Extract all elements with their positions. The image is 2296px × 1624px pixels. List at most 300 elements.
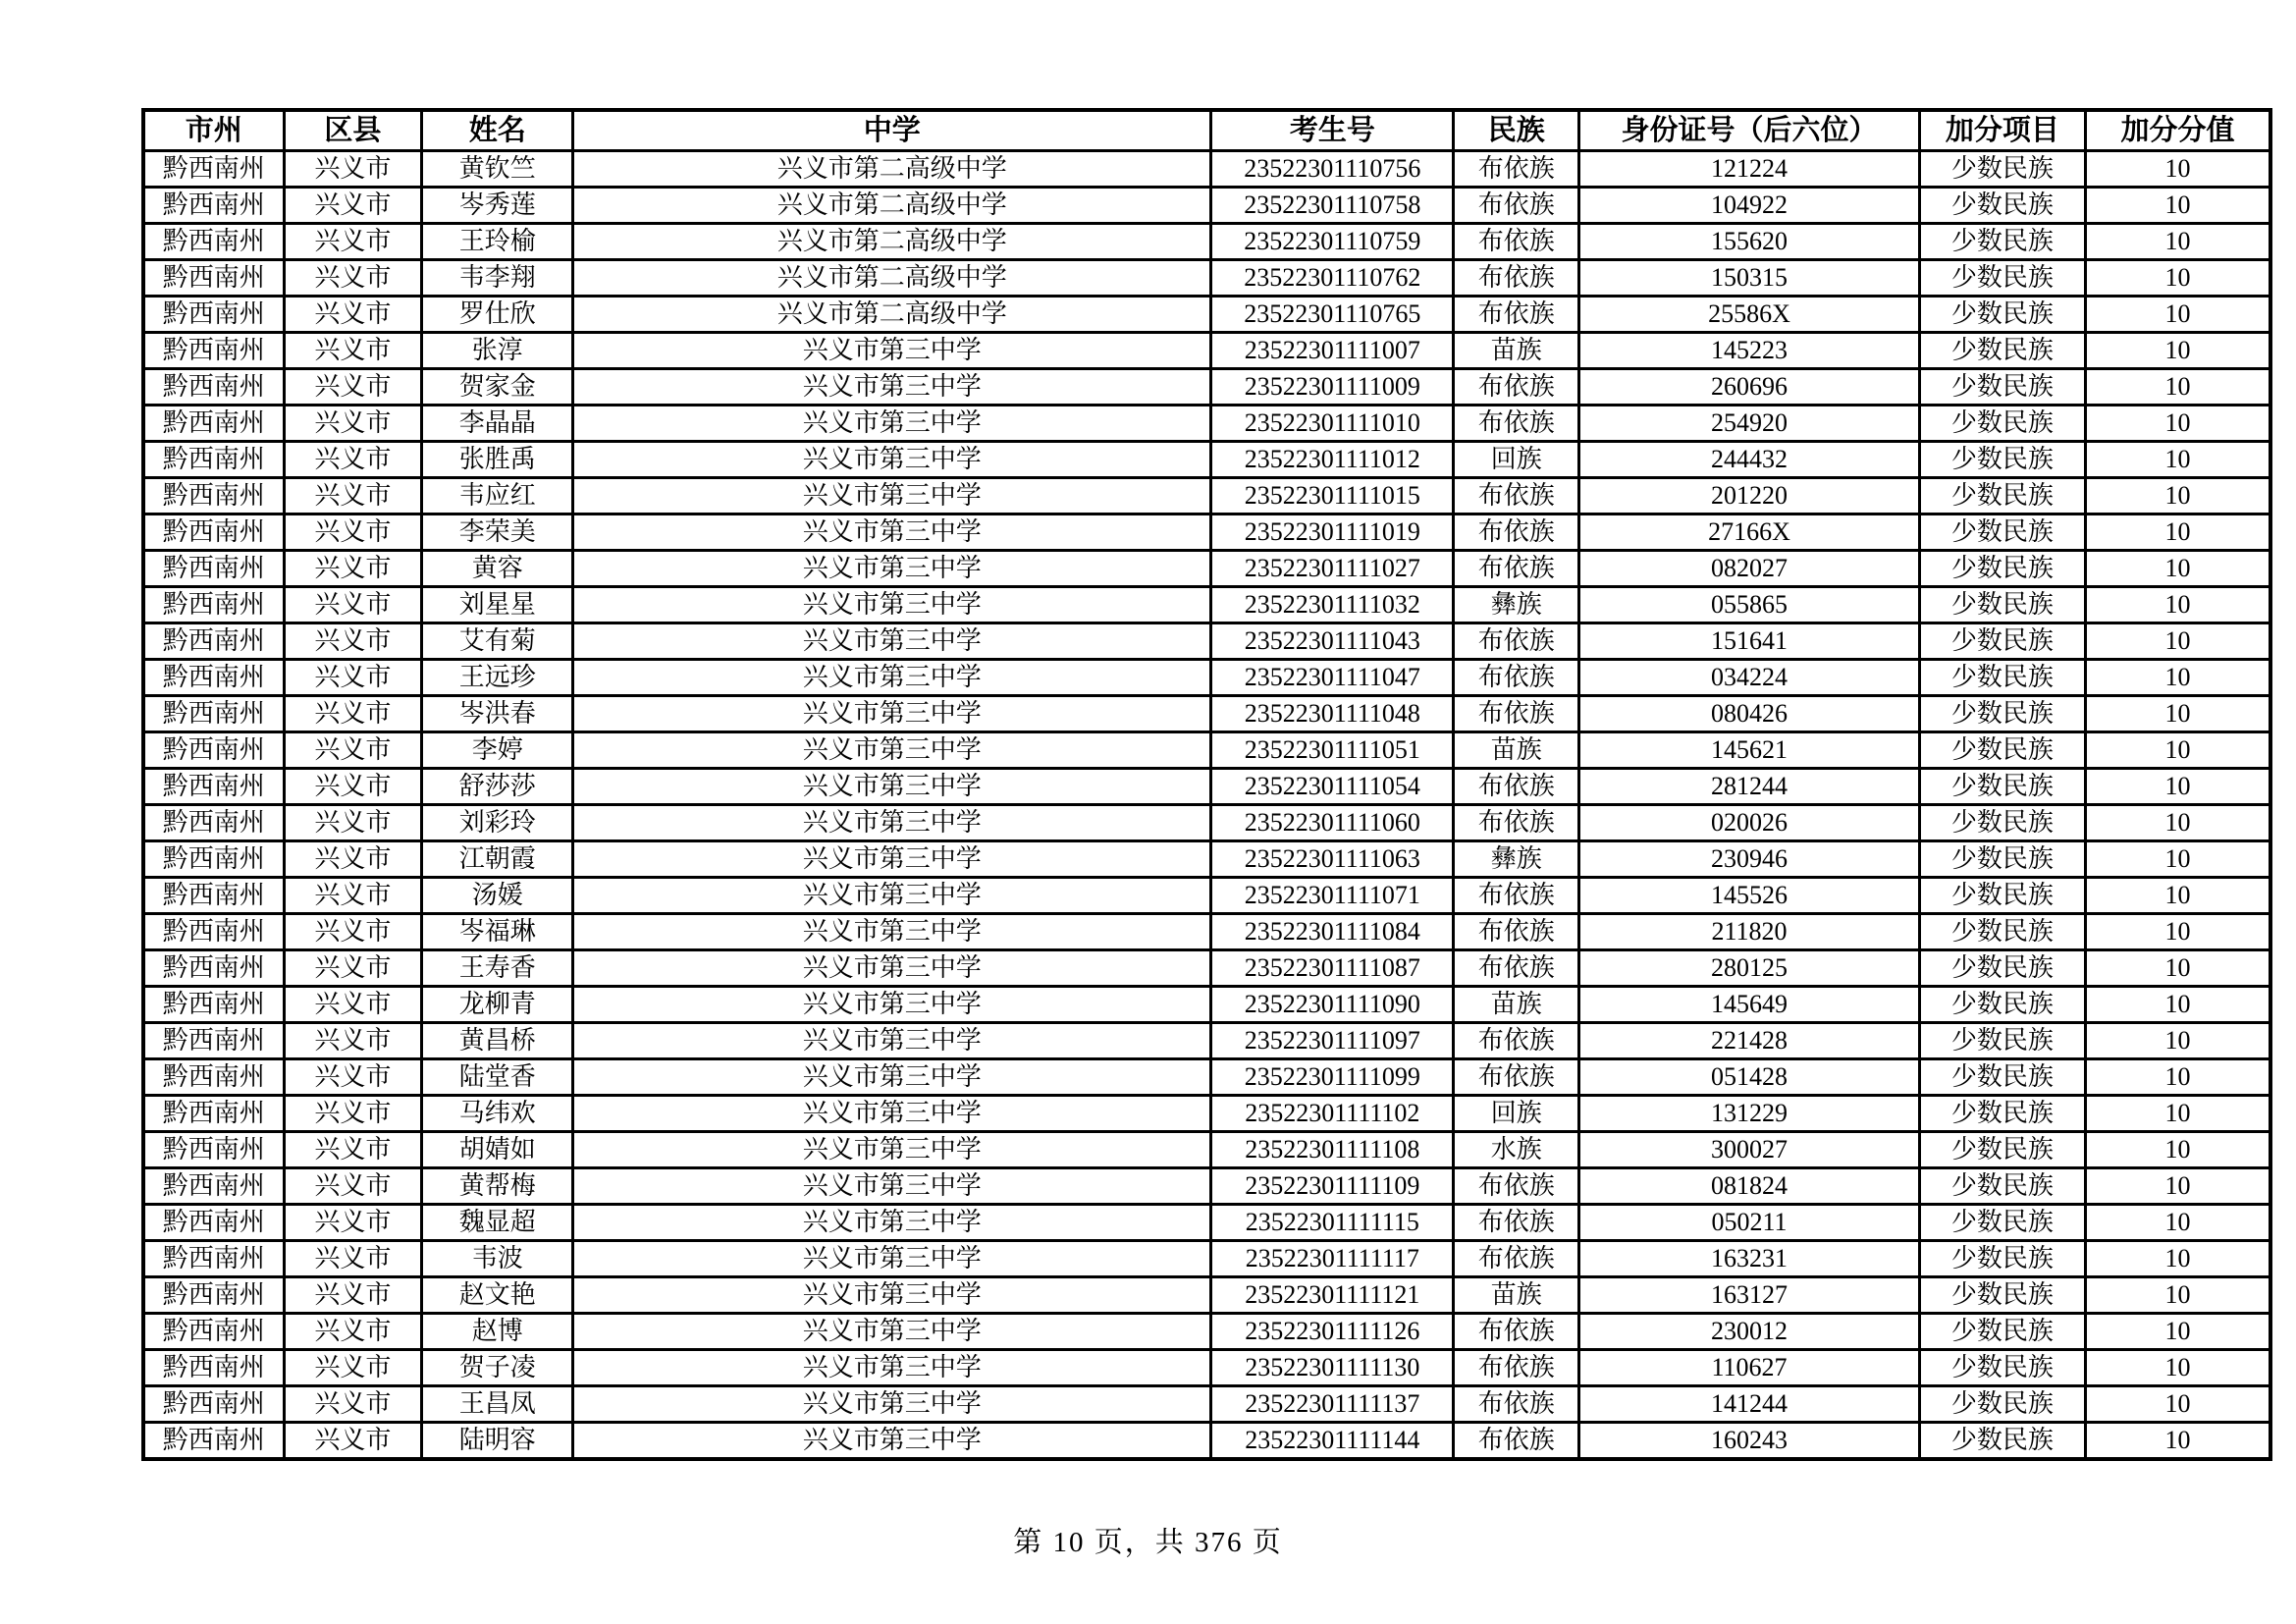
table-cell: 少数民族 <box>1919 514 2085 551</box>
table-cell: 少数民族 <box>1919 769 2085 805</box>
table-cell: 兴义市第三中学 <box>573 369 1211 406</box>
col-header-district: 区县 <box>284 110 422 151</box>
table-cell: 回族 <box>1454 442 1579 478</box>
table-cell: 兴义市第三中学 <box>573 478 1211 514</box>
table-cell: 兴义市第三中学 <box>573 623 1211 660</box>
table-cell: 兴义市第三中学 <box>573 696 1211 732</box>
table-cell: 兴义市第三中学 <box>573 732 1211 769</box>
table-cell: 10 <box>2085 914 2270 950</box>
table-cell: 张淳 <box>422 333 573 369</box>
table-cell: 少数民族 <box>1919 151 2085 188</box>
table-cell: 布依族 <box>1454 660 1579 696</box>
table-cell: 10 <box>2085 297 2270 333</box>
table-cell: 23522301111121 <box>1211 1277 1454 1314</box>
table-cell: 黄容 <box>422 551 573 587</box>
table-cell: 23522301111060 <box>1211 805 1454 841</box>
table-cell: 兴义市 <box>284 260 422 297</box>
table-cell: 马纬欢 <box>422 1096 573 1132</box>
table-row <box>143 1096 2270 1132</box>
table-cell: 10 <box>2085 188 2270 224</box>
table-cell: 贺子凌 <box>422 1350 573 1386</box>
table-cell: 少数民族 <box>1919 1386 2085 1423</box>
table-cell: 23522301110765 <box>1211 297 1454 333</box>
table-cell: 兴义市第二高级中学 <box>573 260 1211 297</box>
table-cell: 黔西南州 <box>143 1423 284 1460</box>
table-cell: 10 <box>2085 878 2270 914</box>
table-cell: 10 <box>2085 623 2270 660</box>
table-cell: 160243 <box>1579 1423 1920 1460</box>
table-cell: 江朝霞 <box>422 841 573 878</box>
table-cell: 布依族 <box>1454 914 1579 950</box>
table-cell: 10 <box>2085 551 2270 587</box>
table-row <box>143 406 2270 442</box>
table-cell: 苗族 <box>1454 333 1579 369</box>
table-cell: 王寿香 <box>422 950 573 987</box>
table-cell: 兴义市 <box>284 478 422 514</box>
table-cell: 黔西南州 <box>143 696 284 732</box>
table-cell: 贺家金 <box>422 369 573 406</box>
table-cell: 黔西南州 <box>143 1350 284 1386</box>
table-cell: 23522301111027 <box>1211 551 1454 587</box>
table-cell: 10 <box>2085 224 2270 260</box>
table-cell: 兴义市 <box>284 406 422 442</box>
table-row <box>143 1241 2270 1277</box>
table-cell: 兴义市 <box>284 696 422 732</box>
table-cell: 兴义市 <box>284 805 422 841</box>
table-row <box>143 1168 2270 1205</box>
table-cell: 少数民族 <box>1919 224 2085 260</box>
table-cell: 少数民族 <box>1919 1096 2085 1132</box>
table-cell: 少数民族 <box>1919 333 2085 369</box>
table-cell: 104922 <box>1579 188 1920 224</box>
table-cell: 兴义市 <box>284 1096 422 1132</box>
table-cell: 黔西南州 <box>143 914 284 950</box>
table-cell: 黔西南州 <box>143 1168 284 1205</box>
table-cell: 051428 <box>1579 1059 1920 1096</box>
table-cell: 兴义市第二高级中学 <box>573 188 1211 224</box>
table-cell: 少数民族 <box>1919 587 2085 623</box>
table-cell: 10 <box>2085 1386 2270 1423</box>
table-cell: 黔西南州 <box>143 623 284 660</box>
table-cell: 兴义市第三中学 <box>573 805 1211 841</box>
table-cell: 黔西南州 <box>143 297 284 333</box>
table-cell: 黔西南州 <box>143 1277 284 1314</box>
table-cell: 081824 <box>1579 1168 1920 1205</box>
table-cell: 兴义市第三中学 <box>573 333 1211 369</box>
table-body <box>143 151 2270 1460</box>
table-cell: 胡婧如 <box>422 1132 573 1168</box>
table-cell: 280125 <box>1579 950 1920 987</box>
table-cell: 陆堂香 <box>422 1059 573 1096</box>
table-cell: 23522301111099 <box>1211 1059 1454 1096</box>
table-cell: 兴义市第三中学 <box>573 587 1211 623</box>
table-cell: 055865 <box>1579 587 1920 623</box>
table-cell: 布依族 <box>1454 696 1579 732</box>
table-cell: 布依族 <box>1454 1314 1579 1350</box>
table-cell: 23522301111109 <box>1211 1168 1454 1205</box>
table-cell: 145649 <box>1579 987 1920 1023</box>
table-cell: 王昌凤 <box>422 1386 573 1423</box>
table-cell: 少数民族 <box>1919 551 2085 587</box>
table-cell: 兴义市 <box>284 333 422 369</box>
table-cell: 少数民族 <box>1919 1241 2085 1277</box>
table-cell: 23522301110756 <box>1211 151 1454 188</box>
table-cell: 兴义市 <box>284 587 422 623</box>
table-cell: 黔西南州 <box>143 769 284 805</box>
table-cell: 布依族 <box>1454 1350 1579 1386</box>
table-cell: 少数民族 <box>1919 297 2085 333</box>
table-cell: 少数民族 <box>1919 841 2085 878</box>
table-cell: 水族 <box>1454 1132 1579 1168</box>
table-row <box>143 1023 2270 1059</box>
table-cell: 布依族 <box>1454 1241 1579 1277</box>
table-cell: 黔西南州 <box>143 1132 284 1168</box>
table-cell: 布依族 <box>1454 188 1579 224</box>
table-cell: 150315 <box>1579 260 1920 297</box>
table-cell: 163231 <box>1579 1241 1920 1277</box>
table-cell: 布依族 <box>1454 1059 1579 1096</box>
table-cell: 230012 <box>1579 1314 1920 1350</box>
table-cell: 李婷 <box>422 732 573 769</box>
table-cell: 少数民族 <box>1919 732 2085 769</box>
table-cell: 23522301110759 <box>1211 224 1454 260</box>
table-row <box>143 1386 2270 1423</box>
table-cell: 10 <box>2085 1168 2270 1205</box>
table-cell: 黔西南州 <box>143 660 284 696</box>
table-cell: 23522301111117 <box>1211 1241 1454 1277</box>
table-cell: 少数民族 <box>1919 1059 2085 1096</box>
table-cell: 黄帮梅 <box>422 1168 573 1205</box>
table-cell: 少数民族 <box>1919 260 2085 297</box>
table-cell: 23522301110762 <box>1211 260 1454 297</box>
table-cell: 黔西南州 <box>143 406 284 442</box>
table-cell: 黔西南州 <box>143 987 284 1023</box>
table-cell: 23522301111130 <box>1211 1350 1454 1386</box>
table-cell: 岑福琳 <box>422 914 573 950</box>
table-row <box>143 587 2270 623</box>
table-cell: 黔西南州 <box>143 878 284 914</box>
table-row <box>143 551 2270 587</box>
table-cell: 少数民族 <box>1919 987 2085 1023</box>
table-cell: 黔西南州 <box>143 260 284 297</box>
table-cell: 201220 <box>1579 478 1920 514</box>
table-cell: 10 <box>2085 987 2270 1023</box>
table-cell: 布依族 <box>1454 950 1579 987</box>
table-cell: 布依族 <box>1454 878 1579 914</box>
table-row <box>143 1350 2270 1386</box>
table-cell: 23522301111087 <box>1211 950 1454 987</box>
table-cell: 兴义市 <box>284 151 422 188</box>
table-cell: 兴义市 <box>284 1168 422 1205</box>
table-cell: 兴义市第三中学 <box>573 1386 1211 1423</box>
table-cell: 苗族 <box>1454 1277 1579 1314</box>
table-cell: 韦波 <box>422 1241 573 1277</box>
table-row <box>143 333 2270 369</box>
table-cell: 舒莎莎 <box>422 769 573 805</box>
table-cell: 布依族 <box>1454 623 1579 660</box>
table-cell: 兴义市 <box>284 1241 422 1277</box>
table-cell: 兴义市 <box>284 914 422 950</box>
table-cell: 王远珍 <box>422 660 573 696</box>
table-cell: 黔西南州 <box>143 551 284 587</box>
table-cell: 布依族 <box>1454 1386 1579 1423</box>
table-cell: 10 <box>2085 950 2270 987</box>
table-row <box>143 442 2270 478</box>
table-cell: 10 <box>2085 805 2270 841</box>
table-cell: 黔西南州 <box>143 1023 284 1059</box>
table-row <box>143 297 2270 333</box>
table-cell: 25586X <box>1579 297 1920 333</box>
table-cell: 23522301110758 <box>1211 188 1454 224</box>
table-cell: 兴义市第二高级中学 <box>573 224 1211 260</box>
table-cell: 10 <box>2085 369 2270 406</box>
table-row <box>143 1423 2270 1460</box>
table-cell: 兴义市第三中学 <box>573 878 1211 914</box>
table-cell: 黔西南州 <box>143 333 284 369</box>
table-cell: 少数民族 <box>1919 805 2085 841</box>
table-cell: 少数民族 <box>1919 442 2085 478</box>
table-row <box>143 623 2270 660</box>
table-cell: 布依族 <box>1454 297 1579 333</box>
table-cell: 10 <box>2085 478 2270 514</box>
table-cell: 兴义市第三中学 <box>573 1350 1211 1386</box>
col-header-bonus-item: 加分项目 <box>1919 110 2085 151</box>
table-cell: 韦应红 <box>422 478 573 514</box>
table-cell: 兴义市第三中学 <box>573 1168 1211 1205</box>
table-cell: 23522301111144 <box>1211 1423 1454 1460</box>
table-row <box>143 878 2270 914</box>
table-cell: 23522301111063 <box>1211 841 1454 878</box>
table-cell: 彝族 <box>1454 587 1579 623</box>
table-cell: 布依族 <box>1454 551 1579 587</box>
table-cell: 布依族 <box>1454 151 1579 188</box>
col-header-city: 市州 <box>143 110 284 151</box>
table-cell: 23522301111115 <box>1211 1205 1454 1241</box>
table-cell: 300027 <box>1579 1132 1920 1168</box>
table-cell: 赵文艳 <box>422 1277 573 1314</box>
table-row <box>143 1277 2270 1314</box>
table-cell: 145223 <box>1579 333 1920 369</box>
table-cell: 布依族 <box>1454 1205 1579 1241</box>
table-cell: 黔西南州 <box>143 1205 284 1241</box>
col-header-bonus-score: 加分分值 <box>2085 110 2270 151</box>
table-cell: 兴义市 <box>284 1350 422 1386</box>
table-cell: 布依族 <box>1454 1168 1579 1205</box>
table-cell: 兴义市第三中学 <box>573 841 1211 878</box>
table-cell: 黔西南州 <box>143 1096 284 1132</box>
table-cell: 黔西南州 <box>143 442 284 478</box>
table-cell: 10 <box>2085 1205 2270 1241</box>
table-cell: 兴义市 <box>284 987 422 1023</box>
table-cell: 10 <box>2085 1096 2270 1132</box>
table-cell: 23522301111108 <box>1211 1132 1454 1168</box>
table-row <box>143 260 2270 297</box>
table-cell: 少数民族 <box>1919 696 2085 732</box>
table-cell: 兴义市第三中学 <box>573 769 1211 805</box>
table-cell: 23522301111015 <box>1211 478 1454 514</box>
table-cell: 布依族 <box>1454 406 1579 442</box>
table-cell: 141244 <box>1579 1386 1920 1423</box>
table-cell: 兴义市第二高级中学 <box>573 151 1211 188</box>
table-cell: 兴义市 <box>284 224 422 260</box>
col-header-candidate-number: 考生号 <box>1211 110 1454 151</box>
table-row <box>143 732 2270 769</box>
table-cell: 少数民族 <box>1919 623 2085 660</box>
table-cell: 兴义市第三中学 <box>573 987 1211 1023</box>
table-cell: 10 <box>2085 660 2270 696</box>
table-cell: 23522301111009 <box>1211 369 1454 406</box>
table-cell: 兴义市 <box>284 1205 422 1241</box>
table-cell: 岑秀莲 <box>422 188 573 224</box>
table-cell: 034224 <box>1579 660 1920 696</box>
table-cell: 龙柳青 <box>422 987 573 1023</box>
table-cell: 020026 <box>1579 805 1920 841</box>
table-cell: 布依族 <box>1454 478 1579 514</box>
table-cell: 黔西南州 <box>143 224 284 260</box>
table-cell: 兴义市第三中学 <box>573 1205 1211 1241</box>
table-cell: 080426 <box>1579 696 1920 732</box>
table-cell: 281244 <box>1579 769 1920 805</box>
table-cell: 10 <box>2085 1023 2270 1059</box>
table-cell: 10 <box>2085 1314 2270 1350</box>
table-cell: 兴义市第三中学 <box>573 1241 1211 1277</box>
table-cell: 布依族 <box>1454 805 1579 841</box>
table-cell: 兴义市 <box>284 1023 422 1059</box>
table-cell: 10 <box>2085 1423 2270 1460</box>
table-cell: 10 <box>2085 1059 2270 1096</box>
table-cell: 兴义市第三中学 <box>573 1423 1211 1460</box>
table-cell: 10 <box>2085 841 2270 878</box>
table-cell: 221428 <box>1579 1023 1920 1059</box>
table-cell: 10 <box>2085 514 2270 551</box>
table-cell: 兴义市第三中学 <box>573 1314 1211 1350</box>
table-cell: 23522301111071 <box>1211 878 1454 914</box>
table-cell: 回族 <box>1454 1096 1579 1132</box>
table-cell: 23522301111032 <box>1211 587 1454 623</box>
table-cell: 23522301111047 <box>1211 660 1454 696</box>
table-cell: 260696 <box>1579 369 1920 406</box>
table-cell: 10 <box>2085 333 2270 369</box>
table-cell: 兴义市第三中学 <box>573 1096 1211 1132</box>
table-cell: 23522301111054 <box>1211 769 1454 805</box>
table-cell: 少数民族 <box>1919 1132 2085 1168</box>
table-cell: 黔西南州 <box>143 369 284 406</box>
table-cell: 050211 <box>1579 1205 1920 1241</box>
table-cell: 082027 <box>1579 551 1920 587</box>
table-row <box>143 369 2270 406</box>
table-cell: 布依族 <box>1454 369 1579 406</box>
table-cell: 少数民族 <box>1919 914 2085 950</box>
table-cell: 刘星星 <box>422 587 573 623</box>
table-cell: 10 <box>2085 587 2270 623</box>
table-row <box>143 660 2270 696</box>
table-cell: 10 <box>2085 1277 2270 1314</box>
table-cell: 少数民族 <box>1919 1023 2085 1059</box>
table-cell: 少数民族 <box>1919 1350 2085 1386</box>
table-cell: 黔西南州 <box>143 950 284 987</box>
table-cell: 110627 <box>1579 1350 1920 1386</box>
table-cell: 少数民族 <box>1919 950 2085 987</box>
table-cell: 兴义市第三中学 <box>573 950 1211 987</box>
table-cell: 黔西南州 <box>143 188 284 224</box>
table-row <box>143 950 2270 987</box>
table-cell: 兴义市 <box>284 1386 422 1423</box>
table-cell: 23522301111090 <box>1211 987 1454 1023</box>
header-row <box>143 110 2270 151</box>
table-cell: 23522301111048 <box>1211 696 1454 732</box>
col-header-student-name: 姓名 <box>422 110 573 151</box>
table-cell: 10 <box>2085 260 2270 297</box>
table-cell: 兴义市 <box>284 514 422 551</box>
table-cell: 布依族 <box>1454 1023 1579 1059</box>
table-cell: 兴义市第二高级中学 <box>573 297 1211 333</box>
table-cell: 兴义市第三中学 <box>573 514 1211 551</box>
table-cell: 兴义市 <box>284 1059 422 1096</box>
col-header-id-last6: 身份证号（后六位） <box>1579 110 1920 151</box>
table-cell: 兴义市 <box>284 188 422 224</box>
table-row <box>143 151 2270 188</box>
table-cell: 兴义市 <box>284 732 422 769</box>
table-cell: 兴义市 <box>284 1277 422 1314</box>
table-cell: 兴义市 <box>284 950 422 987</box>
table-cell: 少数民族 <box>1919 1423 2085 1460</box>
table-row <box>143 1132 2270 1168</box>
table-cell: 10 <box>2085 732 2270 769</box>
table-cell: 少数民族 <box>1919 188 2085 224</box>
table-cell: 121224 <box>1579 151 1920 188</box>
table-cell: 23522301111084 <box>1211 914 1454 950</box>
col-header-school: 中学 <box>573 110 1211 151</box>
table-cell: 岑洪春 <box>422 696 573 732</box>
table-cell: 兴义市 <box>284 769 422 805</box>
table-cell: 23522301111010 <box>1211 406 1454 442</box>
table-cell: 163127 <box>1579 1277 1920 1314</box>
table-row <box>143 696 2270 732</box>
table-cell: 黔西南州 <box>143 478 284 514</box>
table-cell: 布依族 <box>1454 224 1579 260</box>
table-cell: 兴义市 <box>284 1423 422 1460</box>
table-cell: 兴义市第三中学 <box>573 551 1211 587</box>
table-cell: 黄昌桥 <box>422 1023 573 1059</box>
table-cell: 苗族 <box>1454 732 1579 769</box>
table-cell: 兴义市第三中学 <box>573 442 1211 478</box>
table-cell: 10 <box>2085 151 2270 188</box>
table-cell: 10 <box>2085 1350 2270 1386</box>
table-cell: 少数民族 <box>1919 478 2085 514</box>
table-cell: 少数民族 <box>1919 1314 2085 1350</box>
table-cell: 黔西南州 <box>143 1241 284 1277</box>
table-cell: 兴义市第三中学 <box>573 1023 1211 1059</box>
table-cell: 陆明容 <box>422 1423 573 1460</box>
table-cell: 少数民族 <box>1919 1277 2085 1314</box>
table-cell: 23522301111007 <box>1211 333 1454 369</box>
table-cell: 兴义市第三中学 <box>573 1059 1211 1096</box>
table-row <box>143 987 2270 1023</box>
table-cell: 韦李翔 <box>422 260 573 297</box>
table-row <box>143 514 2270 551</box>
table-cell: 黄钦竺 <box>422 151 573 188</box>
table-row <box>143 224 2270 260</box>
col-header-ethnicity: 民族 <box>1454 110 1579 151</box>
table-cell: 10 <box>2085 1241 2270 1277</box>
table-row <box>143 841 2270 878</box>
table-cell: 艾有菊 <box>422 623 573 660</box>
table-cell: 兴义市 <box>284 551 422 587</box>
table-cell: 少数民族 <box>1919 660 2085 696</box>
table-cell: 145526 <box>1579 878 1920 914</box>
table-cell: 10 <box>2085 769 2270 805</box>
table-cell: 10 <box>2085 696 2270 732</box>
